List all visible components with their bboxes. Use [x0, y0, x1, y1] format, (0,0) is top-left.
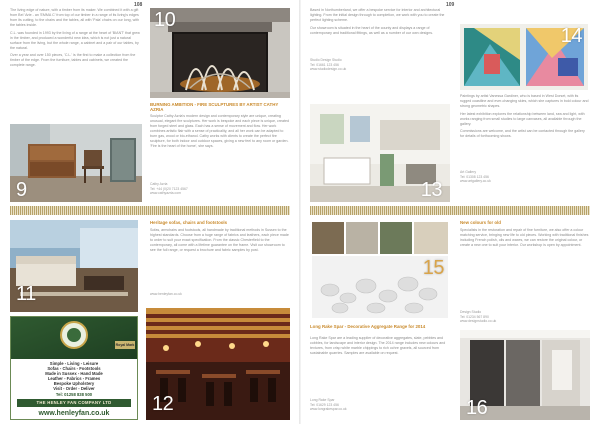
section-divider-right — [310, 206, 590, 215]
left-intro-paragraph: Over a year and over 150 pieces, 'C.L.' is the first to make a collection from the timber of the edge. From the furniture, tables and cabinets, we created the complete range. — [10, 53, 136, 67]
interior-photo — [460, 330, 590, 420]
advert-url: www.henleyfan.co.uk — [38, 410, 110, 417]
item16-heading: New colours for old — [460, 220, 501, 225]
showroom-photo — [310, 104, 450, 202]
item-number-16: 16 — [466, 397, 488, 419]
advert-line: Simple - Living - Leisure — [49, 361, 99, 366]
folio-left: 108 — [134, 2, 143, 8]
item11-text: Sofas, armchairs and footstools, all handmade by traditional methods in Sussex to the highest standards. Choose from a huge range of fabrics and leathers, each piece made to order to suit your exact specification. From the classic Chesterfield to the contemporary, all come with a lifetime guarantee on the frame. Visit our showroom to see the full range, or request a brochure and fabric samples by post. — [150, 228, 289, 252]
crest-badge — [60, 321, 88, 349]
contact-line: www.cathyazria.com — [150, 191, 181, 196]
right-intro-contact — [310, 58, 450, 74]
item15-text: Long Rake Spar are a leading supplier of decorative aggregates, slate, pebbles and cobbles, for landscape and interior design. The 2014 range includes new colours and textures, from crisp white marble chippings to rich ochre gravels, all sourced from sustainable quarries. Samples are available on request. — [310, 336, 446, 355]
item10-heading: BURNING AMBITION - FIRE SCULPTURES BY ARTIST CATHY AZRIA — [150, 102, 279, 113]
contact-line: www.designstudio.co.uk — [460, 319, 497, 324]
contact-line: Cathy Azria — [150, 182, 168, 186]
right-intro-paragraph: Our showroom is situated in the heart of the county and displays a range of contemporary and traditional fittings, as well as a number of our own designs. — [310, 25, 434, 35]
restaurant-photo — [146, 308, 290, 420]
left-intro-text — [10, 8, 142, 118]
item-number-12: 12 — [152, 393, 174, 415]
item-number-9: 9 — [16, 179, 27, 201]
paintings-photo — [460, 24, 588, 90]
item15-heading: Long Rake Spar - Decorative Aggregate Range for 2014 — [310, 324, 426, 329]
contact-line: Long Rake Spar — [310, 398, 335, 402]
folio-right: 109 — [446, 2, 455, 8]
item11-heading: Heritage sofas, chairs and footstools — [150, 220, 228, 225]
aggregates-photo — [310, 220, 450, 320]
item-number-10: 10 — [154, 9, 176, 31]
item-number-13: 13 — [420, 179, 442, 201]
item11-contact: www.henleyfan.co.uk — [150, 292, 182, 296]
advert-line: Sofas - Chairs - Footstools — [47, 366, 101, 371]
right-intro-paragraph: Based in Northumberland, we offer a bespoke service for interior and architectural lighting. From the initial design through to completion, we work with you to create the perfect lighting scheme. — [310, 8, 445, 22]
advert-line: Made in Sussex - Hand Made — [45, 371, 103, 376]
royal-mark-stamp: Royal Mark — [115, 343, 135, 347]
henley-fan-advert — [10, 316, 138, 420]
living-room-photo — [10, 220, 138, 312]
contact-line: Design Studio — [460, 310, 482, 314]
item14-contact — [460, 170, 590, 188]
item14-paragraph: Commissions are welcome, and the artist can be contacted through the gallery for details of forthcoming shows. — [460, 129, 585, 138]
item14-paragraph: Paintings by artist Vanessa Gardiner, who is based in West Dorset, with its rugged coastline and ever-changing skies, which she captures in bold colour and strong geometric shapes. — [460, 94, 589, 108]
item10-text: Sculptor Cathy Azria's modern design and contemporary style are unique, creating unusual, elegant fire sculptures. Her work is bespoke and each piece is unique, created from forged steel and glass. Each has a sense of movement and flow. Her work combines artistic flair with a sense of practicality, and all her work can be adapted to burn gas, wood or bio-ethanol. Cathy works with clients to create the perfect fire sculpture, for both indoor and outdoor spaces, giving a new feel to any room or garden. 'Fire is the heart of the home', she says. — [150, 114, 290, 148]
advert-line: Leather - Fabrics - Frames — [47, 376, 101, 381]
item-number-11: 11 — [16, 283, 36, 305]
left-intro-paragraph: C.L. was founded in 1993 by the living of a range at the heart of 'BIANT' that grew in the timber, and produced a wonderful new idea, which is not just a natural surface from the living, but the whole range, a cabinet and a pair of our tables, by the natural. — [10, 30, 140, 50]
cabinet-image — [10, 124, 142, 202]
item16-contact — [460, 310, 590, 326]
contact-line: Tel: +44 (0)20 7123 4567 — [150, 186, 188, 191]
advert-line: Bespoke Upholstery — [53, 381, 95, 386]
contact-line: Tel: 01234 567 890 — [460, 314, 489, 319]
left-intro-paragraph: The living edge of nature, with a timber from its maker. We combined it with a gift from Bel 'Arte - an 'EMMA C' from top of our timber in a range of its living's edges from its cutting, to the chairs and the tables, all with 'Pala' chairs on our long, with the tables inside. — [10, 8, 140, 27]
advert-company-name: THE HENLEY FAN COMPANY LTD — [17, 399, 131, 407]
contact-line: Art Gallery — [460, 170, 477, 174]
contact-line: www.studiodesign.co.uk — [310, 67, 347, 72]
section-divider-left — [10, 206, 290, 215]
contact-line: www.artgallery.co.uk — [460, 179, 491, 184]
item14-text — [460, 94, 590, 166]
contact-line: Studio Design Studio — [310, 58, 342, 62]
item16-text: Specialists in the restoration and repair of fine furniture, we also offer a colour matching service, bringing new life to old pieces. Working with traditional finishes including French polish, oils and waxes, we can restore the original colour, or create a new one to suit your interior. Our workshop is open by appointment. — [460, 228, 589, 247]
item-number-15: 15 — [422, 257, 444, 279]
advert-phone: Tel: 01258 838 500 — [55, 392, 93, 397]
item14-paragraph: Her latest exhibition explores the relationship between land, sea and light, with works ranging from small studies to large canvases, all available through the gallery. — [460, 111, 585, 126]
page-gutter — [299, 0, 301, 424]
contact-line: Tel: 01629 123 456 — [310, 402, 339, 407]
crest-emblem — [67, 328, 81, 342]
furniture-photo — [10, 124, 142, 202]
right-intro-text — [310, 8, 450, 56]
contact-line: Tel: 01661 123 456 — [310, 62, 339, 67]
item10-contact — [150, 182, 290, 200]
fire-sculpture-photo — [150, 8, 290, 98]
contact-line: www.longrakespar.co.uk — [310, 407, 347, 412]
item15-contact — [310, 398, 450, 416]
contact-line: Tel: 01308 123 456 — [460, 174, 489, 179]
item-number-14: 14 — [560, 25, 582, 47]
advert-line: Visit - Order - Deliver — [53, 386, 95, 391]
